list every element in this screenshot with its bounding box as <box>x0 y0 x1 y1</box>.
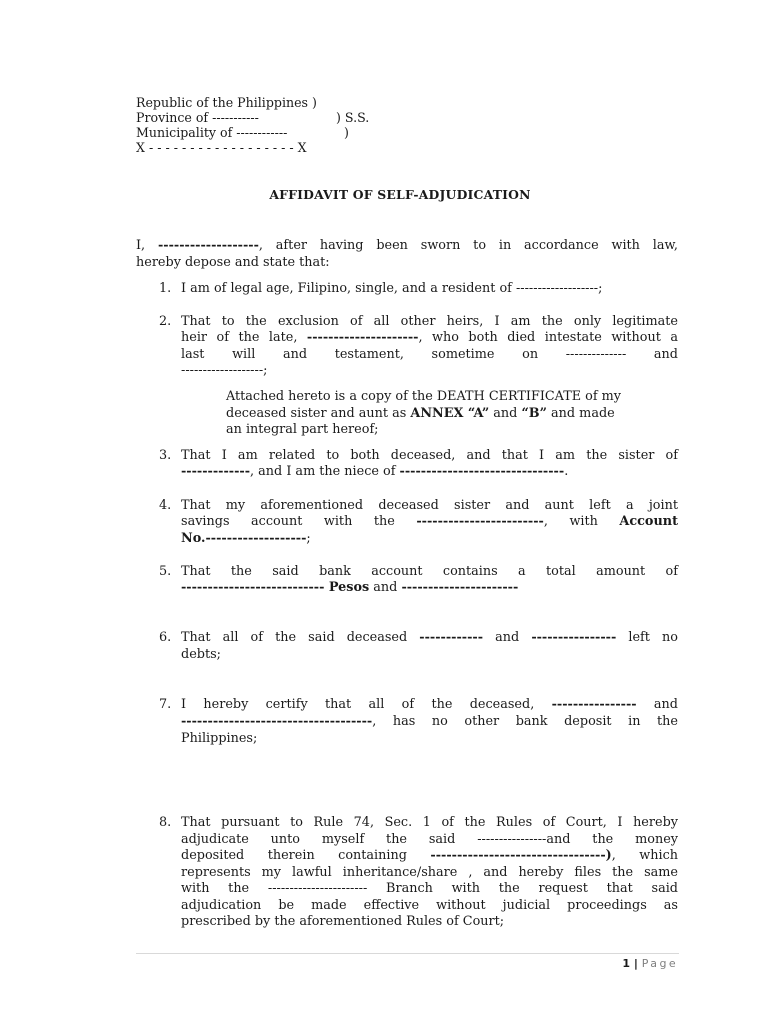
item-8-line-3: deposited therein containing ---------------------------------), which <box>181 848 678 863</box>
item-7-line-3: Philippines; <box>181 731 258 746</box>
item-6-line-2: debts; <box>181 647 221 662</box>
caption-x-line: X - - - - - - - - - - - - - - - - - - X <box>136 140 307 155</box>
item-8-line-7: prescribed by the aforementioned Rules of Court; <box>181 914 505 929</box>
item-6-line-1: That all of the said deceased ------------ and ---------------- left no <box>181 630 678 645</box>
item-2-line-2: heir of the late, ---------------------, who both died intestate without a <box>181 330 678 345</box>
item-8-line-4: represents my lawful inheritance/share , and hereby files the same <box>181 865 678 880</box>
item-1-text: I am of legal age, Filipino, single, and a resident of -------------------; <box>181 281 603 296</box>
item-2-sub-line-3: an integral part hereof; <box>226 422 379 437</box>
caption-municipality: Municipality of ------------ <box>136 125 288 140</box>
caption-republic: Republic of the Philippines ) <box>136 95 317 110</box>
item-2-sub-line-1: Attached hereto is a copy of the DEATH CERTIFICATE of my <box>226 389 622 404</box>
item-6-number: 6. <box>159 630 172 645</box>
item-8-line-6: adjudication be made effective without judicial proceedings as <box>181 898 678 913</box>
caption-ss: ) S.S. <box>336 110 370 125</box>
intro-line-2: hereby depose and state that: <box>136 255 330 270</box>
item-2-line-4: -------------------; <box>181 363 268 378</box>
footer-rule <box>136 953 679 954</box>
item-5-line-1: That the said bank account contains a total amount of <box>181 564 678 579</box>
item-5-number: 5. <box>159 564 172 579</box>
page-separator: | <box>630 957 642 970</box>
item-2-sub-line-2: deceased sister and aunt as ANNEX “A” and “B” and made <box>226 406 615 421</box>
page-label: Page <box>641 957 678 970</box>
item-7-number: 7. <box>159 697 172 712</box>
item-3-line-2: -------------, and I am the niece of -------------------------------. <box>181 464 569 479</box>
item-8-line-1: That pursuant to Rule 74, Sec. 1 of the Rules of Court, I hereby <box>181 815 678 830</box>
item-7-line-1: I hereby certify that all of the deceased, ---------------- and <box>181 697 678 712</box>
item-2-line-1: That to the exclusion of all other heirs, I am the only legitimate <box>181 314 678 329</box>
page-number: 1 <box>622 957 631 970</box>
item-4-line-2: savings account with the ------------------------, with Account <box>181 514 678 529</box>
item-2-number: 2. <box>159 314 172 329</box>
item-8-line-5: with the ----------------------- Branch with the request that said <box>181 881 678 896</box>
item-2-line-3: last will and testament, sometime on -------------- and <box>181 347 678 362</box>
page-footer <box>622 957 678 970</box>
item-5-line-2: --------------------------- Pesos and ---------------------- <box>181 580 519 595</box>
item-4-line-3: No.-------------------; <box>181 531 311 546</box>
caption-municipality-paren: ) <box>344 125 349 140</box>
item-4-line-1: That my aforementioned deceased sister and aunt left a joint <box>181 498 678 513</box>
item-1-number: 1. <box>159 281 172 296</box>
item-3-number: 3. <box>159 448 172 463</box>
caption-province: Province of ----------- <box>136 110 259 125</box>
item-7-line-2: ------------------------------------, has no other bank deposit in the <box>181 714 678 729</box>
intro-line-1: I, -------------------, after having been sworn to in accordance with law, <box>136 238 678 253</box>
item-8-number: 8. <box>159 815 172 830</box>
item-3-line-1: That I am related to both deceased, and that I am the sister of <box>181 448 678 463</box>
item-8-line-2: adjudicate unto myself the said ----------------and the money <box>181 832 678 847</box>
item-4-number: 4. <box>159 498 172 513</box>
document-title: AFFIDAVIT OF SELF-ADJUDICATION <box>269 187 531 202</box>
